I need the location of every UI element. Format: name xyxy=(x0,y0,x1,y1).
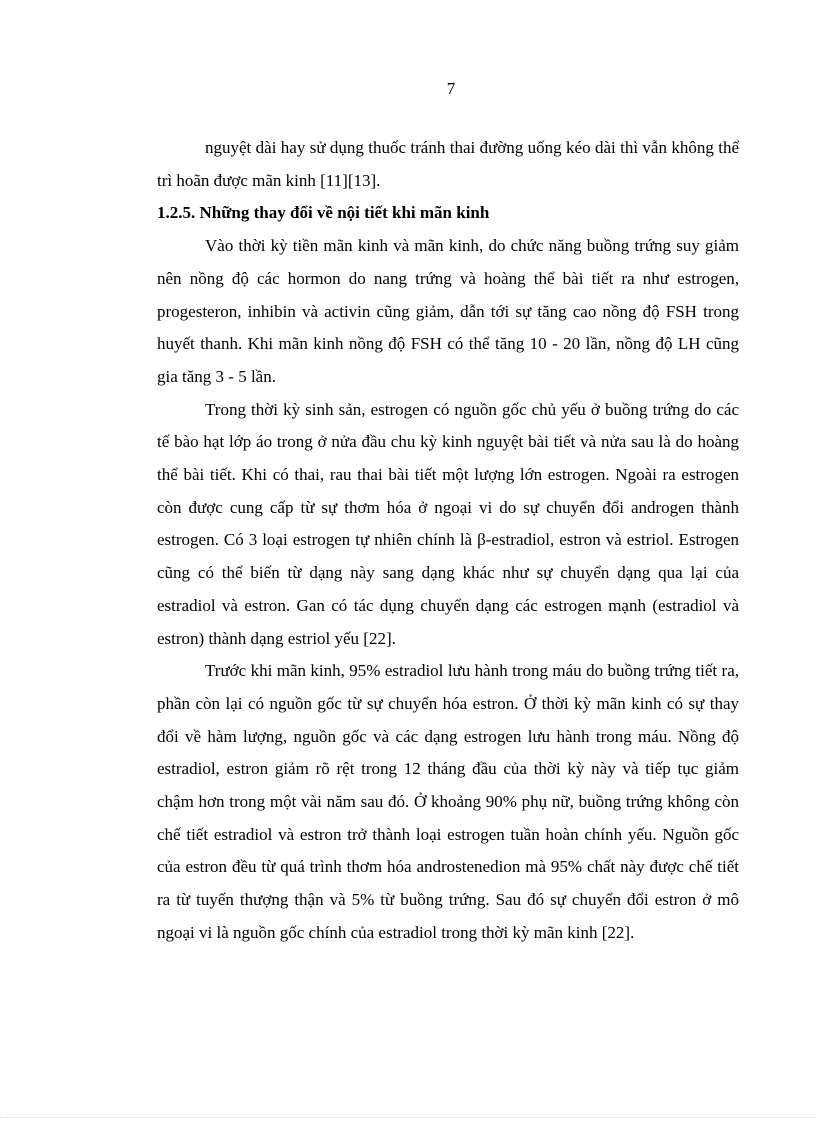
paragraph-continuation: nguyệt dài hay sử dụng thuốc tránh thai đường uống kéo dài thì vẫn không thể trì hoãn được mãn kinh [11][13]. xyxy=(157,138,739,190)
page-bottom-divider xyxy=(0,1117,816,1118)
document-body xyxy=(157,132,739,950)
paragraph-hormone-changes: Vào thời kỳ tiền mãn kinh và mãn kinh, do chức năng buồng trứng suy giảm nên nồng độ các hormon do nang trứng và hoàng thể bài tiết ra như estrogen, progesteron, inhibin và activin cũng giảm, dẫn tới sự tăng cao nồng độ FSH trong huyết thanh. Khi mãn kinh nồng độ FSH có thể tăng 10 - 20 lần, nồng độ LH cũng gia tăng 3 - 5 lần. xyxy=(157,236,739,386)
paragraph-estrogen-origin: Trong thời kỳ sinh sản, estrogen có nguồn gốc chủ yếu ở buồng trứng do các tế bào hạt lớp áo trong ở nửa đầu chu kỳ kinh nguyệt bài tiết và nửa sau là do hoàng thể bài tiết. Khi có thai, rau thai bài tiết một lượng lớn estrogen. Ngoài ra estrogen còn được cung cấp từ sự thơm hóa ở ngoại vi do sự chuyển đổi androgen thành estrogen. Có 3 loại estrogen tự nhiên chính là β-estradiol, estron và estriol. Estrogen cũng có thể biến từ dạng này sang dạng khác như sự chuyển dạng qua lại của estradiol và estron. Gan có tác dụng chuyển dạng các estrogen mạnh (estradiol và estron) thành dạng estriol yếu [22]. xyxy=(157,399,739,648)
paragraph-menopause-estradiol: Trước khi mãn kinh, 95% estradiol lưu hành trong máu do buồng trứng tiết ra, phần còn lại có nguồn gốc từ sự chuyển hóa estron. Ở thời kỳ mãn kinh có sự thay đổi về hàm lượng, nguồn gốc và các dạng estrogen lưu hành trong máu. Nồng độ estradiol, estron giảm rõ rệt trong 12 tháng đầu của thời kỳ này và tiếp tục giảm chậm hơn trong một vài năm sau đó. Ở khoảng 90% phụ nữ, buồng trứng không còn chế tiết estradiol và estron trở thành loại estrogen tuần hoàn chính yếu. Nguồn gốc của estron đều từ quá trình thơm hóa androstenedion mà 95% chất này được chế tiết ra từ tuyến thượng thận và 5% từ buồng trứng. Sau đó sự chuyển đổi estron ở mô ngoại vi là nguồn gốc chính của estradiol trong thời kỳ mãn kinh [22]. xyxy=(157,661,739,942)
section-heading: 1.2.5. Những thay đổi về nội tiết khi mãn kinh xyxy=(157,203,490,223)
page-number: 7 xyxy=(446,79,456,98)
